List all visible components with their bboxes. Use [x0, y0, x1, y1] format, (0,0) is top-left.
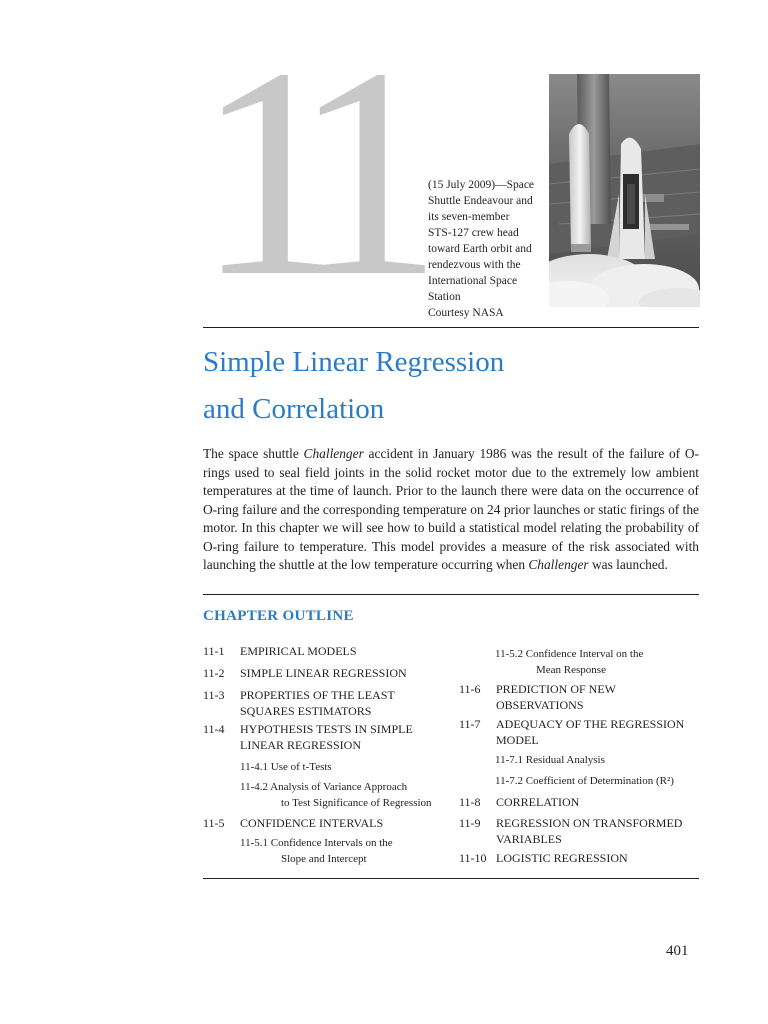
caption-line: Shuttle Endeavour and	[428, 195, 533, 207]
caption-line: Courtesy NASA	[428, 307, 504, 319]
outline-number: 11-10	[459, 851, 487, 865]
outline-label: LINEAR REGRESSION	[240, 738, 362, 752]
outline-number: 11-2	[203, 666, 225, 680]
outline-label: HYPOTHESIS TESTS IN SIMPLE	[240, 722, 413, 736]
outline-label: EMPIRICAL MODELS	[240, 644, 357, 658]
outline-label: REGRESSION ON TRANSFORMED	[496, 816, 683, 830]
outline-number: 11-7	[459, 717, 481, 731]
outline-number: 11-6	[459, 682, 481, 696]
outline-label: MODEL	[496, 733, 539, 747]
outline-number: 11-4	[203, 722, 225, 736]
shuttle-launch-image	[549, 74, 700, 307]
outline-label: OBSERVATIONS	[496, 698, 584, 712]
outline-label: SQUARES ESTIMATORS	[240, 704, 372, 718]
outline-label: CORRELATION	[496, 795, 580, 809]
caption-line: International Space	[428, 275, 518, 287]
outline-label: 11-4.1 Use of t-Tests	[240, 761, 332, 773]
intro-text: was launched.	[588, 557, 668, 572]
caption-line: STS-127 crew head	[428, 227, 519, 239]
intro-italic-challenger: Challenger	[528, 557, 589, 572]
outline-number: 11-1	[203, 644, 225, 658]
outline-label: PROPERTIES OF THE LEAST	[240, 688, 395, 702]
outline-label: Mean Response	[536, 664, 606, 676]
outline-label: 11-4.2 Analysis of Variance Approach	[240, 781, 408, 793]
caption-line: toward Earth orbit and	[428, 243, 532, 255]
outline-label: 11-7.1 Residual Analysis	[495, 754, 605, 766]
shuttle-launch-photo	[549, 74, 700, 307]
divider-rule	[203, 878, 699, 879]
intro-text: accident in January 1986 was the result of the failure of O-rings used to seal field joints in the solid rocket motor due to the extremely low ambient temperatures at the time of launch. Prior to the launch there were data on the occurrence of O-ring failure and the corresponding temperature on 24 prior launches or static firings of the motor. In this chapter we will see how to build a statistical model relating the probability of O-ring failure to temperature. This model provides a measure of the risk associated with launching the shuttle at the low temperature occurring when	[203, 446, 699, 572]
outline-label: to Test Significance of Regression	[281, 797, 432, 809]
photo-caption	[428, 177, 546, 321]
outline-label: 11-5.1 Confidence Intervals on the	[240, 837, 393, 849]
divider-rule	[203, 327, 699, 328]
caption-line: its seven-member	[428, 211, 510, 223]
outline-label: Slope and Intercept	[281, 853, 367, 865]
chapter-title-line: and Correlation	[203, 393, 385, 425]
outline-number: 11-9	[459, 816, 481, 830]
outline-label: CONFIDENCE INTERVALS	[240, 816, 384, 830]
outline-number: 11-8	[459, 795, 481, 809]
outline-label: LOGISTIC REGRESSION	[496, 851, 628, 865]
intro-text: The space shuttle	[203, 446, 304, 461]
outline-number: 11-3	[203, 688, 225, 702]
outline-label: PREDICTION OF NEW	[496, 682, 616, 696]
outline-label: 11-5.2 Confidence Interval on the	[495, 648, 644, 660]
divider-rule	[203, 594, 699, 595]
chapter-outline-heading: CHAPTER OUTLINE	[203, 608, 354, 624]
chapter-title	[203, 339, 504, 433]
caption-line: Station	[428, 291, 461, 303]
page-number: 401	[666, 943, 689, 959]
outline-label: VARIABLES	[496, 832, 562, 846]
outline-label: 11-7.2 Coefficient of Determination (R²)	[495, 775, 674, 787]
outline-number: 11-5	[203, 816, 225, 830]
caption-line: (15 July 2009)—Space	[428, 179, 535, 191]
caption-line: rendezvous with the	[428, 259, 521, 271]
intro-italic-challenger: Challenger	[303, 446, 364, 461]
outline-label: SIMPLE LINEAR REGRESSION	[240, 666, 407, 680]
chapter-title-line: Simple Linear Regression	[203, 346, 505, 378]
chapter-number: 11	[196, 6, 401, 338]
intro-paragraph	[203, 445, 699, 575]
outline-label: ADEQUACY OF THE REGRESSION	[496, 717, 685, 731]
